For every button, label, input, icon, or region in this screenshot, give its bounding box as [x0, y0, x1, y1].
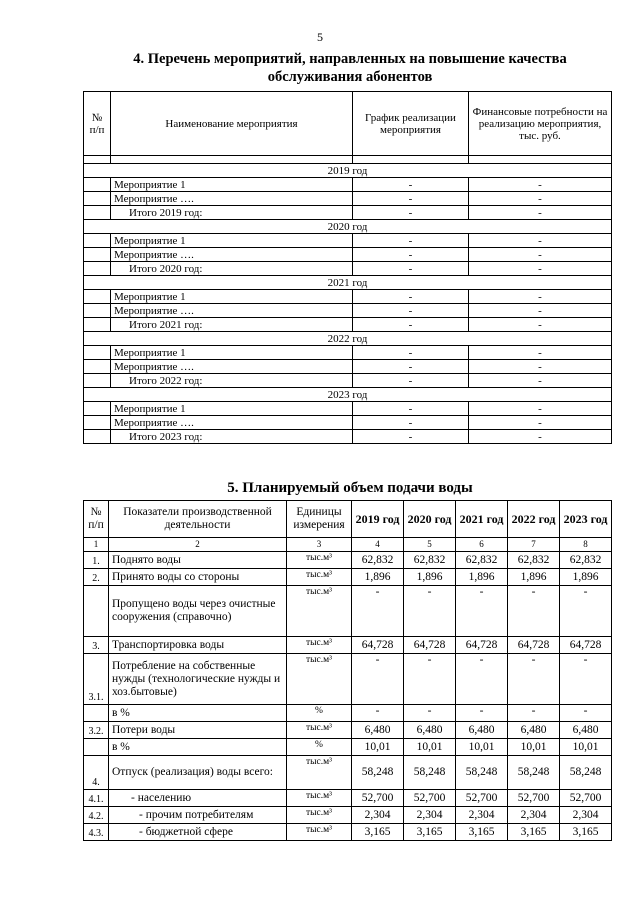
value-cell: 2,304 — [560, 807, 612, 824]
measure-schedule: - — [353, 374, 469, 388]
unit-cell: тыс.м³ — [287, 586, 352, 637]
measure-row — [84, 178, 612, 192]
value-cell: 1,896 — [560, 569, 612, 586]
value-cell: - — [352, 654, 404, 705]
indicator-row — [84, 705, 612, 722]
measure-row — [84, 402, 612, 416]
value-cell: 1,896 — [508, 569, 560, 586]
year-label: 2021 год — [84, 276, 612, 290]
measure-name: Мероприятие 1 — [111, 346, 353, 360]
measure-row — [84, 416, 612, 430]
measure-num — [84, 402, 111, 416]
measure-num — [84, 192, 111, 206]
indicator-name: в % — [109, 739, 287, 756]
measure-row — [84, 430, 612, 444]
measure-schedule: - — [353, 416, 469, 430]
value-cell: 3,165 — [352, 824, 404, 841]
measure-num — [84, 178, 111, 192]
value-cell: 2,304 — [352, 807, 404, 824]
measure-schedule: - — [353, 290, 469, 304]
value-cell: 3,165 — [508, 824, 560, 841]
indicator-name: Пропущено воды через очистные сооружения (справочно) — [109, 586, 287, 637]
measure-name: Мероприятие …. — [111, 192, 353, 206]
value-cell: 58,248 — [352, 756, 404, 790]
measure-finance: - — [469, 346, 612, 360]
measure-name: Мероприятие 1 — [111, 178, 353, 192]
indicator-name: - бюджетной сфере — [109, 824, 287, 841]
measure-schedule: - — [353, 234, 469, 248]
measure-finance: - — [469, 374, 612, 388]
unit-cell: тыс.м³ — [287, 552, 352, 569]
indicator-row — [84, 552, 612, 569]
measure-name: Мероприятие …. — [111, 360, 353, 374]
value-cell: - — [404, 586, 456, 637]
indicator-row — [84, 756, 612, 790]
value-cell: - — [352, 586, 404, 637]
row-number — [84, 705, 109, 722]
header-year: 2021 год — [456, 501, 508, 538]
unit-cell: тыс.м³ — [287, 569, 352, 586]
header-year: 2020 год — [404, 501, 456, 538]
measure-name: Мероприятие …. — [111, 248, 353, 262]
measure-finance: - — [469, 360, 612, 374]
indicator-name: Транспортировка воды — [109, 637, 287, 654]
measure-name: Итого 2022 год: — [111, 374, 353, 388]
indicator-row — [84, 807, 612, 824]
measure-name: Мероприятие …. — [111, 304, 353, 318]
water-header-row — [84, 501, 612, 538]
measure-row — [84, 192, 612, 206]
measure-row — [84, 290, 612, 304]
header-year: 2022 год — [508, 501, 560, 538]
indicator-row — [84, 586, 612, 637]
row-number: 3. — [84, 637, 109, 654]
col-number: 4 — [352, 538, 404, 552]
value-cell: - — [404, 654, 456, 705]
year-label: 2019 год — [84, 164, 612, 178]
header-indicator: Показатели производственной деятельности — [109, 501, 287, 538]
col-number: 1 — [84, 538, 109, 552]
row-number: 4.3. — [84, 824, 109, 841]
measure-schedule: - — [353, 402, 469, 416]
measure-finance: - — [469, 402, 612, 416]
col-number: 6 — [456, 538, 508, 552]
measure-name: Мероприятие 1 — [111, 290, 353, 304]
unit-cell: тыс.м³ — [287, 756, 352, 790]
measure-finance: - — [469, 318, 612, 332]
year-row — [84, 332, 612, 346]
measure-num — [84, 234, 111, 248]
water-supply-table — [83, 500, 612, 841]
value-cell: 52,700 — [560, 790, 612, 807]
value-cell: 3,165 — [560, 824, 612, 841]
measure-finance: - — [469, 206, 612, 220]
measure-name: Мероприятие 1 — [111, 402, 353, 416]
measure-name: Мероприятие 1 — [111, 234, 353, 248]
measures-header-row — [84, 92, 612, 156]
measure-finance: - — [469, 248, 612, 262]
measure-row — [84, 248, 612, 262]
value-cell: 10,01 — [404, 739, 456, 756]
value-cell: - — [456, 586, 508, 637]
measure-schedule: - — [353, 360, 469, 374]
measure-schedule: - — [353, 346, 469, 360]
value-cell: - — [404, 705, 456, 722]
value-cell: 62,832 — [560, 552, 612, 569]
value-cell: 62,832 — [508, 552, 560, 569]
value-cell: 10,01 — [352, 739, 404, 756]
year-row — [84, 220, 612, 234]
value-cell: 3,165 — [404, 824, 456, 841]
measure-finance: - — [469, 234, 612, 248]
unit-cell: тыс.м³ — [287, 722, 352, 739]
value-cell: 1,896 — [456, 569, 508, 586]
value-cell: 2,304 — [508, 807, 560, 824]
header-measure-name: Наименование мероприятия — [111, 92, 353, 156]
measures-table — [83, 91, 612, 444]
value-cell: 52,700 — [404, 790, 456, 807]
value-cell: 64,728 — [352, 637, 404, 654]
header-finance: Финансовые потребности на реализацию мероприятия, тыс. руб. — [469, 92, 612, 156]
value-cell: 52,700 — [508, 790, 560, 807]
measure-row — [84, 346, 612, 360]
unit-cell: тыс.м³ — [287, 807, 352, 824]
value-cell: 52,700 — [352, 790, 404, 807]
indicator-name: Поднято воды — [109, 552, 287, 569]
measure-num — [84, 430, 111, 444]
col-number: 2 — [109, 538, 287, 552]
indicator-name: Отпуск (реализация) воды всего: — [109, 756, 287, 790]
measure-name: Итого 2020 год: — [111, 262, 353, 276]
measure-schedule: - — [353, 206, 469, 220]
value-cell: 58,248 — [456, 756, 508, 790]
unit-cell: тыс.м³ — [287, 637, 352, 654]
value-cell: 10,01 — [508, 739, 560, 756]
year-row — [84, 276, 612, 290]
measure-name: Мероприятие …. — [111, 416, 353, 430]
value-cell: - — [508, 654, 560, 705]
measure-finance: - — [469, 430, 612, 444]
measure-row — [84, 360, 612, 374]
value-cell: 62,832 — [352, 552, 404, 569]
value-cell: - — [352, 705, 404, 722]
measure-finance: - — [469, 416, 612, 430]
measure-name: Итого 2021 год: — [111, 318, 353, 332]
value-cell: 6,480 — [456, 722, 508, 739]
row-number: 2. — [84, 569, 109, 586]
measure-row — [84, 206, 612, 220]
section4-title — [80, 50, 620, 86]
row-number: 4.1. — [84, 790, 109, 807]
indicator-name: Потери воды — [109, 722, 287, 739]
value-cell: - — [560, 586, 612, 637]
value-cell: - — [456, 654, 508, 705]
value-cell: 58,248 — [404, 756, 456, 790]
value-cell: 52,700 — [456, 790, 508, 807]
measure-finance: - — [469, 290, 612, 304]
measure-num — [84, 304, 111, 318]
measure-schedule: - — [353, 430, 469, 444]
value-cell: 58,248 — [560, 756, 612, 790]
value-cell: 64,728 — [560, 637, 612, 654]
value-cell: 64,728 — [456, 637, 508, 654]
measure-row — [84, 262, 612, 276]
measure-row — [84, 234, 612, 248]
measure-row — [84, 304, 612, 318]
indicator-row — [84, 569, 612, 586]
unit-cell: % — [287, 705, 352, 722]
row-number: 3.1. — [84, 654, 109, 705]
value-cell: - — [560, 705, 612, 722]
measure-num — [84, 318, 111, 332]
measure-schedule: - — [353, 304, 469, 318]
measure-num — [84, 262, 111, 276]
value-cell: 64,728 — [508, 637, 560, 654]
measure-schedule: - — [353, 318, 469, 332]
unit-cell: тыс.м³ — [287, 824, 352, 841]
measure-num — [84, 206, 111, 220]
year-label: 2023 год — [84, 388, 612, 402]
col-number: 3 — [287, 538, 352, 552]
unit-cell: тыс.м³ — [287, 654, 352, 705]
value-cell: 2,304 — [456, 807, 508, 824]
header-schedule: График реализации мероприятия — [353, 92, 469, 156]
value-cell: 58,248 — [508, 756, 560, 790]
row-number — [84, 739, 109, 756]
measure-finance: - — [469, 304, 612, 318]
page-number: 5 — [317, 30, 323, 44]
col-number: 5 — [404, 538, 456, 552]
indicator-row — [84, 722, 612, 739]
indicator-row — [84, 637, 612, 654]
measure-finance: - — [469, 178, 612, 192]
value-cell: 10,01 — [560, 739, 612, 756]
value-cell: 62,832 — [404, 552, 456, 569]
measure-num — [84, 346, 111, 360]
measure-num — [84, 360, 111, 374]
year-label: 2020 год — [84, 220, 612, 234]
value-cell: 6,480 — [352, 722, 404, 739]
header-num: № п/п — [84, 92, 111, 156]
row-number: 3.2. — [84, 722, 109, 739]
col-number: 7 — [508, 538, 560, 552]
measure-num — [84, 248, 111, 262]
year-label: 2022 год — [84, 332, 612, 346]
header-year: 2023 год — [560, 501, 612, 538]
indicator-name: Потребление на собственные нужды (технологические нужды и хоз.бытовые) — [109, 654, 287, 705]
measure-num — [84, 374, 111, 388]
value-cell: - — [508, 705, 560, 722]
value-cell: 6,480 — [508, 722, 560, 739]
measure-finance: - — [469, 192, 612, 206]
measure-name: Итого 2023 год: — [111, 430, 353, 444]
col-number: 8 — [560, 538, 612, 552]
indicator-row — [84, 739, 612, 756]
value-cell: - — [456, 705, 508, 722]
measure-schedule: - — [353, 262, 469, 276]
header-unit: Единицы измерения — [287, 501, 352, 538]
measure-schedule: - — [353, 178, 469, 192]
measure-row — [84, 374, 612, 388]
value-cell: 6,480 — [560, 722, 612, 739]
measure-schedule: - — [353, 192, 469, 206]
header-year: 2019 год — [352, 501, 404, 538]
measure-schedule: - — [353, 248, 469, 262]
row-number: 1. — [84, 552, 109, 569]
year-row — [84, 388, 612, 402]
value-cell: - — [508, 586, 560, 637]
section4-title-line2: обслуживания абонентов — [267, 69, 433, 85]
value-cell: 3,165 — [456, 824, 508, 841]
measure-finance: - — [469, 262, 612, 276]
row-number: 4.2. — [84, 807, 109, 824]
year-row — [84, 164, 612, 178]
indicator-row — [84, 790, 612, 807]
row-number — [84, 586, 109, 637]
measure-num — [84, 290, 111, 304]
value-cell: 10,01 — [456, 739, 508, 756]
measure-num — [84, 416, 111, 430]
indicator-name: - населению — [109, 790, 287, 807]
indicator-name: - прочим потребителям — [109, 807, 287, 824]
unit-cell: тыс.м³ — [287, 790, 352, 807]
value-cell: 62,832 — [456, 552, 508, 569]
section4-title-line1: 4. Перечень мероприятий, направленных на повышение качества — [133, 51, 567, 67]
measure-row — [84, 318, 612, 332]
header-num: № п/п — [84, 501, 109, 538]
column-number-row — [84, 538, 612, 552]
measure-name: Итого 2019 год: — [111, 206, 353, 220]
value-cell: 64,728 — [404, 637, 456, 654]
measures-spacer-row — [84, 156, 612, 164]
indicator-row — [84, 654, 612, 705]
value-cell: 1,896 — [404, 569, 456, 586]
indicator-name: Принято воды со стороны — [109, 569, 287, 586]
value-cell: 6,480 — [404, 722, 456, 739]
unit-cell: % — [287, 739, 352, 756]
section5-title: 5. Планируемый объем подачи воды — [227, 480, 473, 496]
indicator-row — [84, 824, 612, 841]
value-cell: - — [560, 654, 612, 705]
indicator-name: в % — [109, 705, 287, 722]
row-number: 4. — [84, 756, 109, 790]
value-cell: 2,304 — [404, 807, 456, 824]
value-cell: 1,896 — [352, 569, 404, 586]
